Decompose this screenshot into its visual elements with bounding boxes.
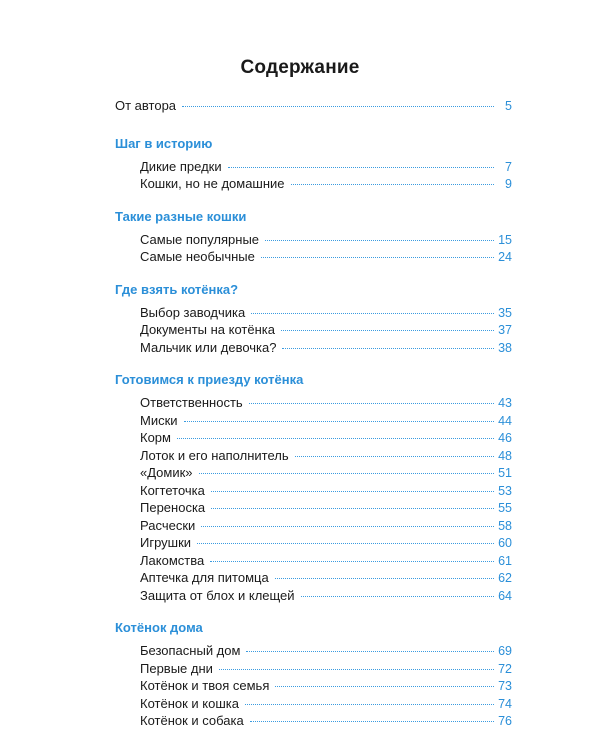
toc-entry-label: Миски (140, 412, 178, 428)
section-heading[interactable]: Шаг в историю (115, 135, 213, 151)
toc-entry-label: Защита от блох и клещей (140, 587, 295, 603)
toc-page-number: 74 (498, 696, 512, 711)
toc-page-number: 7 (505, 159, 512, 174)
toc-page-number: 69 (498, 644, 512, 658)
toc-entry[interactable] (115, 587, 512, 605)
toc-section (115, 135, 512, 193)
section-heading[interactable]: Готовимся к приезду котёнка (115, 372, 304, 387)
toc-entry[interactable] (115, 552, 512, 570)
toc-entry-label: Лакомства (140, 552, 205, 568)
toc-entry-label: Котёнок и твоя семья (140, 678, 270, 693)
dot-leader (291, 184, 494, 185)
toc-section (115, 619, 512, 730)
toc-entry-label: Когтеточка (140, 482, 205, 498)
section-heading[interactable]: Котёнок дома (115, 620, 203, 635)
toc-page-number: 58 (498, 518, 512, 533)
toc-entry-label: Самые необычные (140, 249, 255, 264)
toc-page-number: 73 (498, 679, 512, 693)
toc-entry[interactable] (115, 517, 512, 535)
toc-section (115, 281, 512, 357)
toc-page-number: 53 (498, 483, 512, 498)
dot-leader (246, 651, 494, 652)
toc-entry[interactable] (115, 482, 512, 500)
toc-entry[interactable] (115, 429, 512, 447)
toc-entry-label: Выбор заводчика (140, 304, 246, 320)
dot-leader (249, 403, 494, 404)
toc-page-number: 48 (498, 448, 512, 463)
toc-entry-label: Документы на котёнка (140, 322, 275, 337)
toc-page-number: 55 (498, 501, 512, 515)
toc-entry-label: Мальчик или девочка? (140, 339, 277, 355)
dot-leader (182, 106, 494, 107)
toc-page-number: 72 (498, 661, 512, 676)
section-heading[interactable]: Где взять котёнка? (115, 281, 239, 297)
toc-entry[interactable] (115, 447, 512, 465)
toc-page-number: 44 (498, 413, 512, 428)
toc-entry[interactable] (115, 677, 512, 695)
toc-entry-from-author[interactable] (115, 97, 512, 115)
toc-entry-label: Игрушки (140, 535, 192, 550)
dot-leader (295, 456, 494, 457)
dot-leader (275, 686, 494, 687)
toc-entry[interactable] (115, 304, 512, 322)
toc-entry-label: Первые дни (140, 660, 213, 676)
section-heading[interactable]: Такие разные кошки (115, 208, 247, 224)
toc-entry[interactable] (115, 339, 512, 357)
toc-page-number: 37 (498, 323, 512, 337)
toc-page-number: 46 (498, 431, 512, 445)
toc-entry[interactable] (115, 394, 512, 412)
toc-page-number: 15 (498, 232, 512, 247)
dot-leader (245, 704, 494, 705)
toc-section (115, 371, 512, 604)
toc-page-number: 43 (498, 396, 512, 410)
dot-leader (228, 167, 494, 168)
toc-entry-label: Дикие предки (140, 158, 222, 174)
toc-entry[interactable] (115, 175, 512, 193)
toc-entry-label: Кошки, но не домашние (140, 176, 285, 191)
dot-leader (219, 669, 494, 670)
toc-entry-label: Безопасный дом (140, 643, 241, 658)
toc-page-number: 35 (498, 305, 512, 320)
toc-section (115, 208, 512, 266)
toc-page-number: 51 (498, 466, 512, 480)
dot-leader (282, 348, 494, 349)
toc-entry-label: Ответственность (140, 395, 243, 410)
dot-leader (211, 491, 494, 492)
toc-entry-label: Котёнок и кошка (140, 695, 239, 711)
dot-leader (211, 508, 494, 509)
page-title: Содержание (240, 57, 360, 78)
toc-entry-label: Лоток и его наполнитель (140, 447, 289, 463)
toc-entry-label: Расчески (140, 517, 196, 533)
toc-entry[interactable] (115, 231, 512, 249)
toc-entry-label: Аптечка для питомца (140, 570, 269, 585)
toc-page-number: 64 (498, 588, 512, 603)
toc-page-number: 5 (505, 99, 512, 113)
dot-leader (265, 240, 494, 241)
toc-entry-label: Корм (140, 430, 171, 445)
dot-leader (197, 543, 494, 544)
toc-entry[interactable] (115, 248, 512, 266)
toc-entry-label: «Домик» (140, 465, 193, 480)
toc-entry[interactable] (115, 642, 512, 660)
dot-leader (210, 561, 494, 562)
toc-page-number: 38 (498, 340, 512, 355)
dot-leader (251, 313, 494, 314)
dot-leader (199, 473, 494, 474)
dot-leader (275, 578, 494, 579)
toc-entry[interactable] (115, 660, 512, 678)
toc-entry[interactable] (115, 569, 512, 587)
dot-leader (184, 421, 494, 422)
toc-entry[interactable] (115, 412, 512, 430)
toc-entry-label: Котёнок и собака (140, 713, 244, 728)
toc-entry-label: Самые популярные (140, 231, 260, 247)
toc-entry[interactable] (115, 534, 512, 552)
toc-entry[interactable] (115, 464, 512, 482)
dot-leader (250, 721, 494, 722)
toc-page-number: 24 (498, 250, 512, 264)
toc-entry[interactable] (115, 695, 512, 713)
toc-entry[interactable] (115, 321, 512, 339)
toc-page-number: 61 (498, 553, 512, 568)
table-of-contents (115, 94, 512, 745)
toc-entry-label: Переноска (140, 500, 206, 515)
toc-entry[interactable] (115, 499, 512, 517)
dot-leader (301, 596, 494, 597)
dot-leader (177, 438, 494, 439)
dot-leader (201, 526, 494, 527)
toc-entry[interactable] (115, 158, 512, 176)
toc-page-number: 62 (498, 571, 512, 585)
toc-page-number: 60 (498, 536, 512, 550)
toc-page-number: 9 (505, 177, 512, 191)
toc-entry[interactable] (115, 712, 512, 730)
toc-page-number: 76 (498, 714, 512, 728)
dot-leader (261, 257, 494, 258)
toc-entry-label: От автора (115, 98, 177, 113)
dot-leader (281, 330, 494, 331)
